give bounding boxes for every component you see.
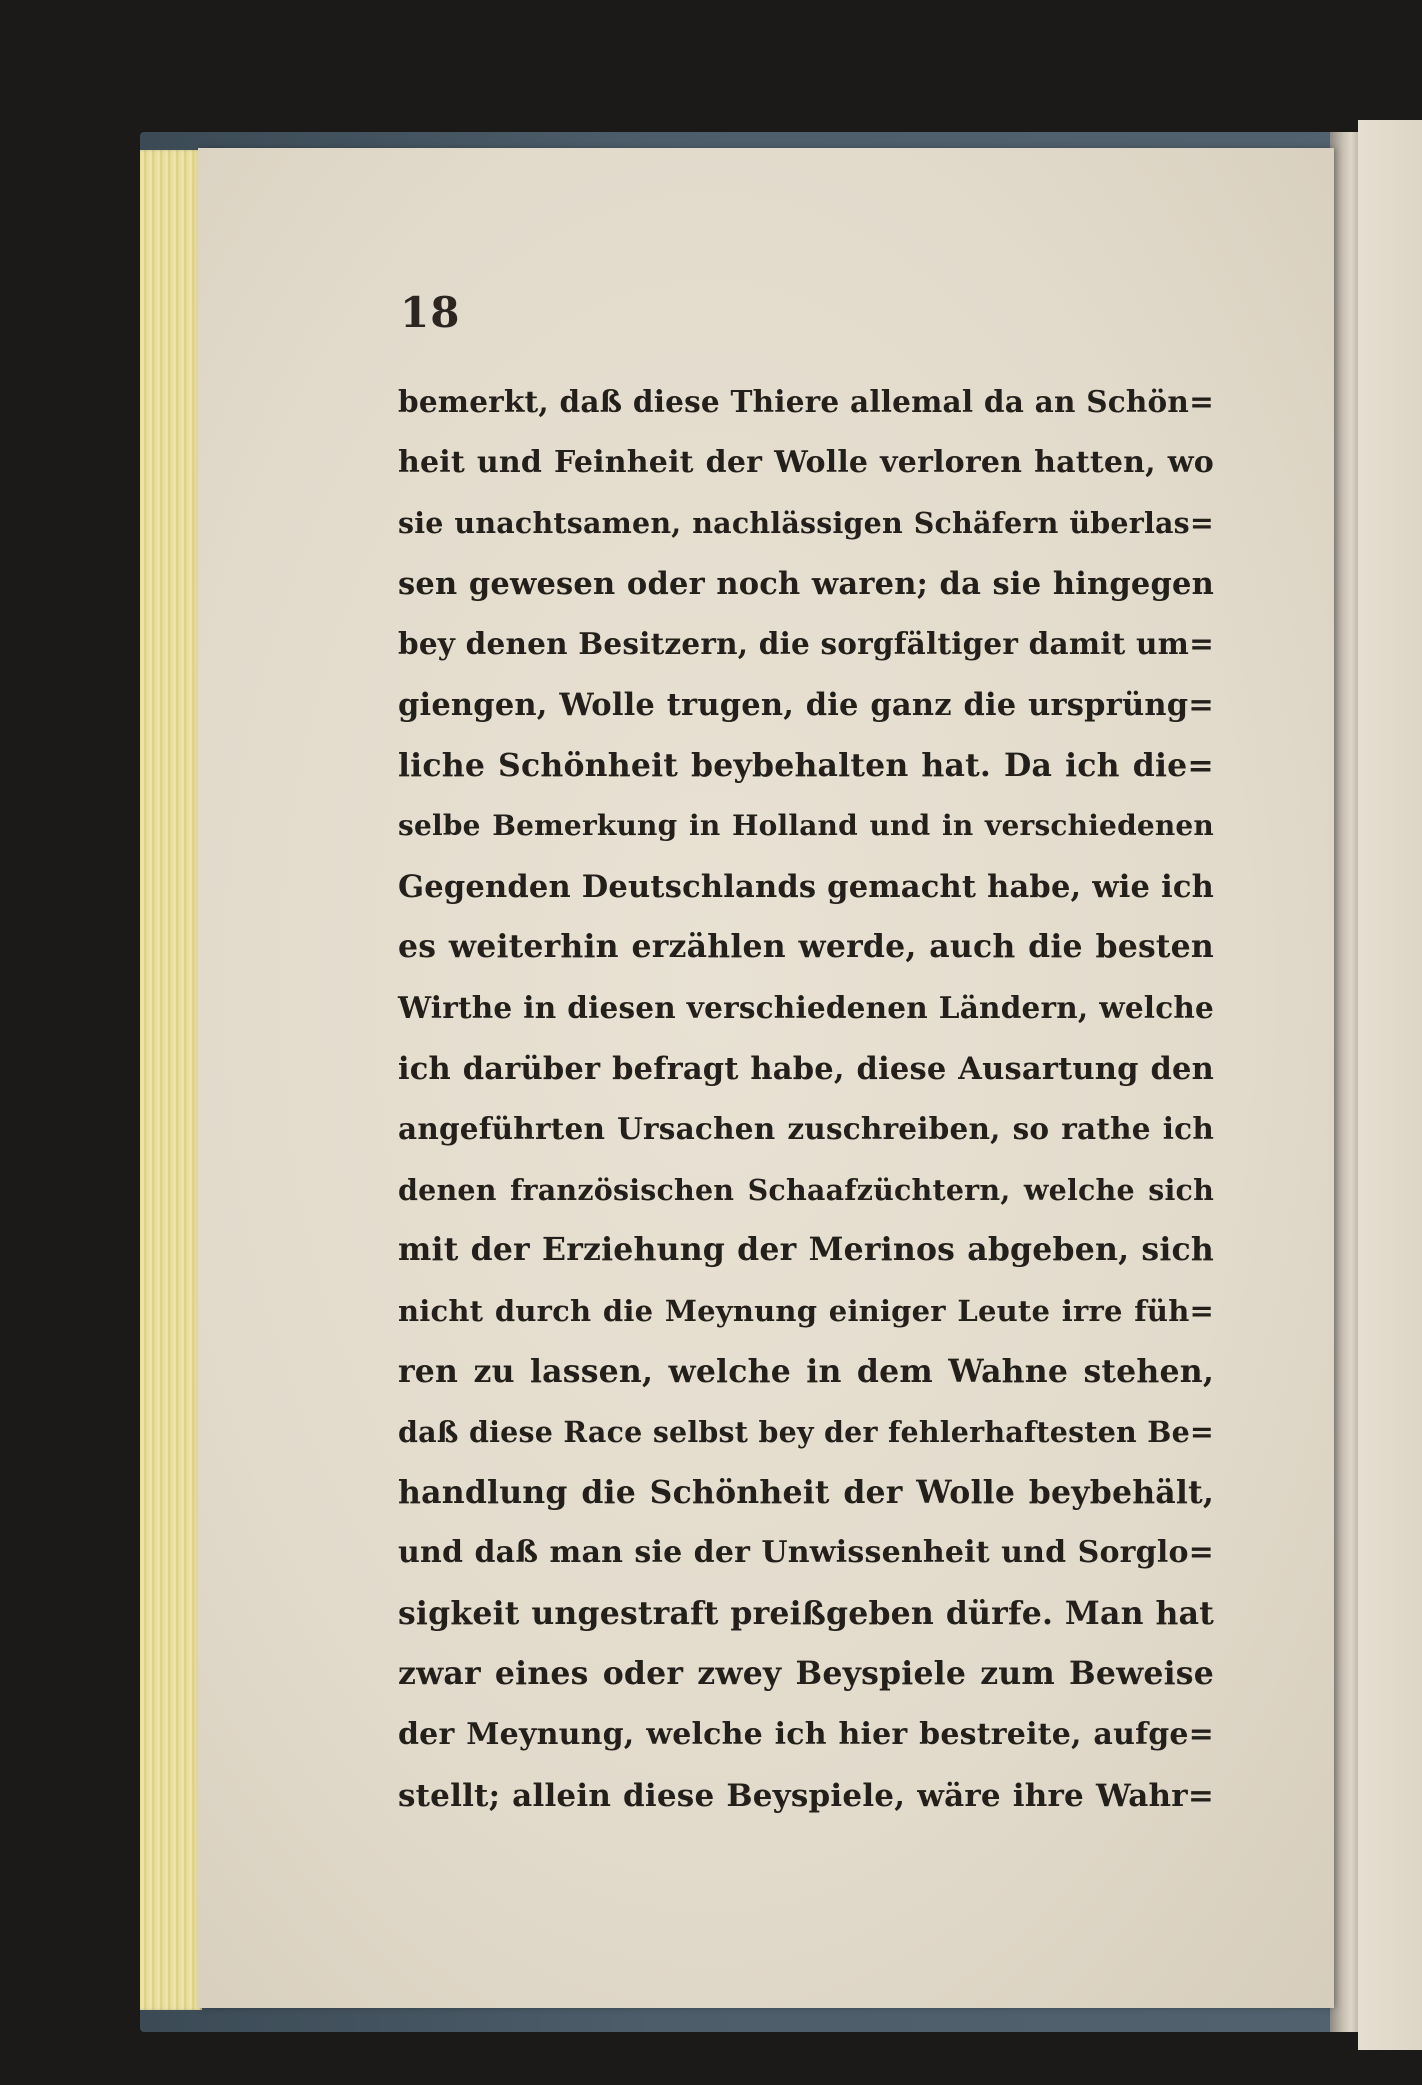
text-line: sen gewesen oder noch waren; da sie hingegen — [398, 565, 1214, 602]
text-line: sigkeit ungestraft preißgeben dürfe. Man hat — [398, 1594, 1214, 1632]
text-line: heit und Feinheit der Wolle verloren hatten, wo — [398, 444, 1214, 480]
text-line: ren zu lassen, welche in dem Wahne stehen, — [398, 1352, 1214, 1390]
text-line: angeführten Ursachen zuschreiben, so rathe ich — [398, 1111, 1214, 1147]
text-line: daß diese Race selbst bey der fehlerhaftesten Be= — [398, 1415, 1214, 1450]
text-line: der Meynung, welche ich hier bestreite, aufge= — [398, 1717, 1214, 1753]
gilt-page-edges — [140, 150, 202, 2010]
text-line: bemerkt, daß diese Thiere allemal da an Schön= — [398, 384, 1214, 419]
text-line: mit der Erziehung der Merinos abgeben, sich — [398, 1231, 1214, 1269]
text-line: Wirthe in diesen verschiedenen Ländern, welche — [398, 989, 1214, 1025]
text-line: und daß man sie der Unwissenheit und Sorglo= — [398, 1535, 1214, 1571]
text-line: ich darüber befragt habe, diese Ausartung den — [398, 1050, 1214, 1087]
text-line: liche Schönheit beybehalten hat. Da ich die= — [398, 746, 1214, 784]
text-line: es weiterhin erzählen werde, auch die besten — [398, 928, 1214, 966]
text-line: handlung die Schönheit der Wolle beybehält, — [398, 1473, 1214, 1511]
text-line: sie unachtsamen, nachlässigen Schäfern überlas= — [398, 506, 1214, 541]
text-line: denen französischen Schaafzüchtern, welche sich — [398, 1172, 1214, 1207]
book-gutter — [1330, 132, 1360, 2032]
facing-page-edge — [1358, 120, 1422, 2050]
page-number: 18 — [400, 288, 461, 337]
body-text — [398, 372, 1214, 1826]
text-line: nicht durch die Meynung einiger Leute irre füh= — [398, 1293, 1214, 1328]
text-line: zwar eines oder zwey Beyspiele zum Beweise — [398, 1655, 1214, 1693]
text-line: giengen, Wolle trugen, die ganz die ursprüng= — [398, 686, 1214, 723]
text-line: stellt; allein diese Beyspiele, wäre ihre Wahr= — [398, 1777, 1214, 1814]
text-line: selbe Bemerkung in Holland und in verschiedenen — [398, 809, 1214, 843]
text-line: bey denen Besitzern, die sorgfältiger damit um= — [398, 626, 1214, 662]
text-line: Gegenden Deutschlands gemacht habe, wie ich — [398, 868, 1214, 905]
